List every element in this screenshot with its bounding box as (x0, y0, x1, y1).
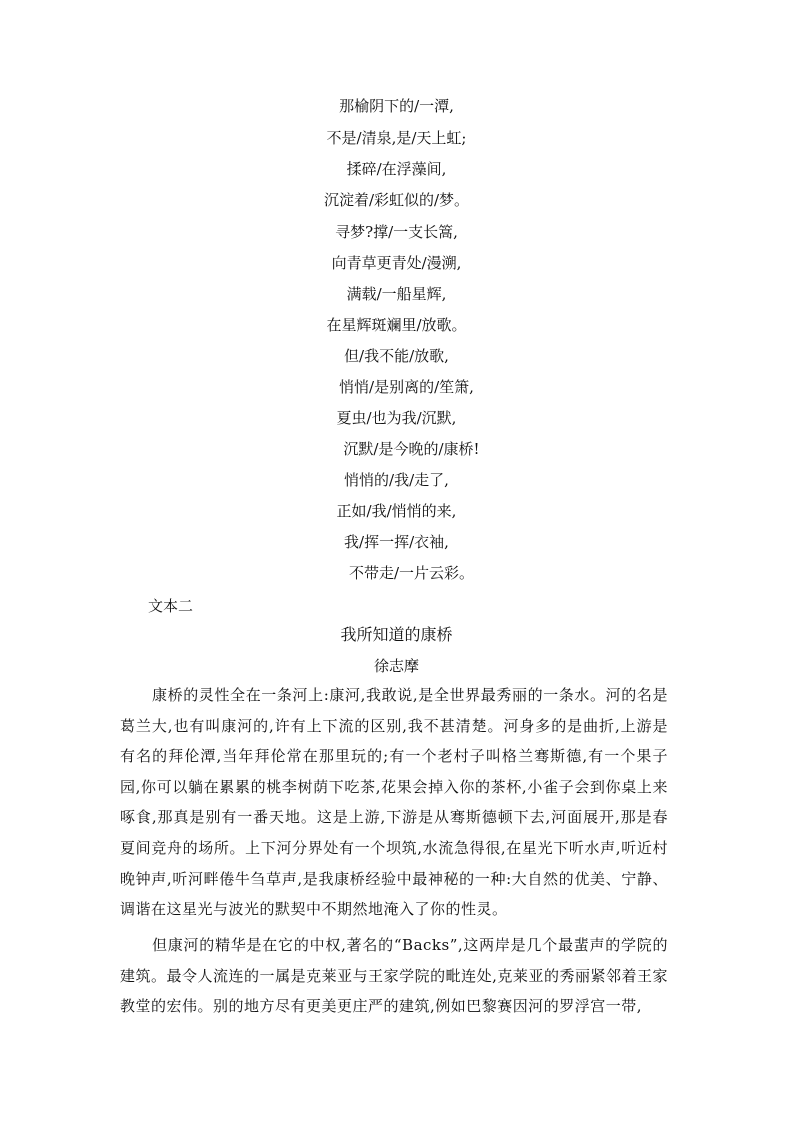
essay-title: 我所知道的康桥 (340, 625, 453, 644)
poem-line: 不是/清泉,是/天上虹; (326, 129, 467, 147)
essay-paragraph: 康桥的灵性全在一条河上:康河,我敢说,是全世界最秀丽的一条水。河的名是葛兰大,也有叫康河的,许有上下流的区别,我不甚清楚。河身多的是曲折,上游是有名的拜伦潭,当年拜伦常在那里玩的;有一个老村子叫格兰骞斯德,有一个果子园,你可以躺在累累的桃李树荫下吃茶,花果会掉入你的茶杯,小雀子会到你桌上来啄食,那真是别有一番天地。这是上游,下游是从骞斯德顿下去,河面展开,那是春夏间竞舟的场所。上下河分界处有一个坝筑,水流急得很,在星光下听水声,听近村晚钟声,听河畔倦牛刍草声,是我康桥经验中最神秘的一种:大自然的优美、宁静、调谐在这星光与波光的默契中不期然地淹入了你的性灵。 (120, 686, 668, 919)
poem-line: 沉淀着/彩虹似的/梦。 (323, 191, 470, 209)
poem-line: 寻梦?撑/一支长篙, (335, 223, 458, 241)
poem-line: 向青草更青处/漫溯, (331, 254, 462, 272)
section-label: 文本二 (148, 597, 194, 615)
poem-line: 悄悄的/我/走了, (344, 471, 449, 489)
essay-author: 徐志摩 (373, 657, 419, 675)
essay-paragraph: 但康河的精华是在它的中权,著名的“Backs”,这两岸是几个最蜚声的学院的建筑。最令人流连的一属是克莱亚与王家学院的毗连处,克莱亚的秀丽紧邻着王家教堂的宏伟。别的地方尽有更美更庄严的建筑,例如巴黎赛因河的罗浮宫一带, (120, 936, 668, 1016)
poem-line: 在星辉斑斓里/放歌。 (326, 316, 467, 334)
poem-line: 我/挥一挥/衣袖, (344, 533, 449, 551)
poem-line: 正如/我/悄悄的来, (336, 502, 457, 520)
poem-line: 悄悄/是别离的/笙箫, (339, 378, 474, 396)
poem-line: 揉碎/在浮藻间, (346, 160, 447, 178)
poem-line: 夏虫/也为我/沉默, (336, 409, 457, 427)
poem-line: 不带走/一片云彩。 (348, 564, 475, 582)
poem-line: 满载/一船星辉, (346, 285, 447, 303)
poem-line: 沉默/是今晚的/康桥! (343, 440, 480, 458)
poem-line: 那榆阴下的/一潭, (339, 97, 454, 115)
poem-line: 但/我不能/放歌, (344, 347, 449, 365)
